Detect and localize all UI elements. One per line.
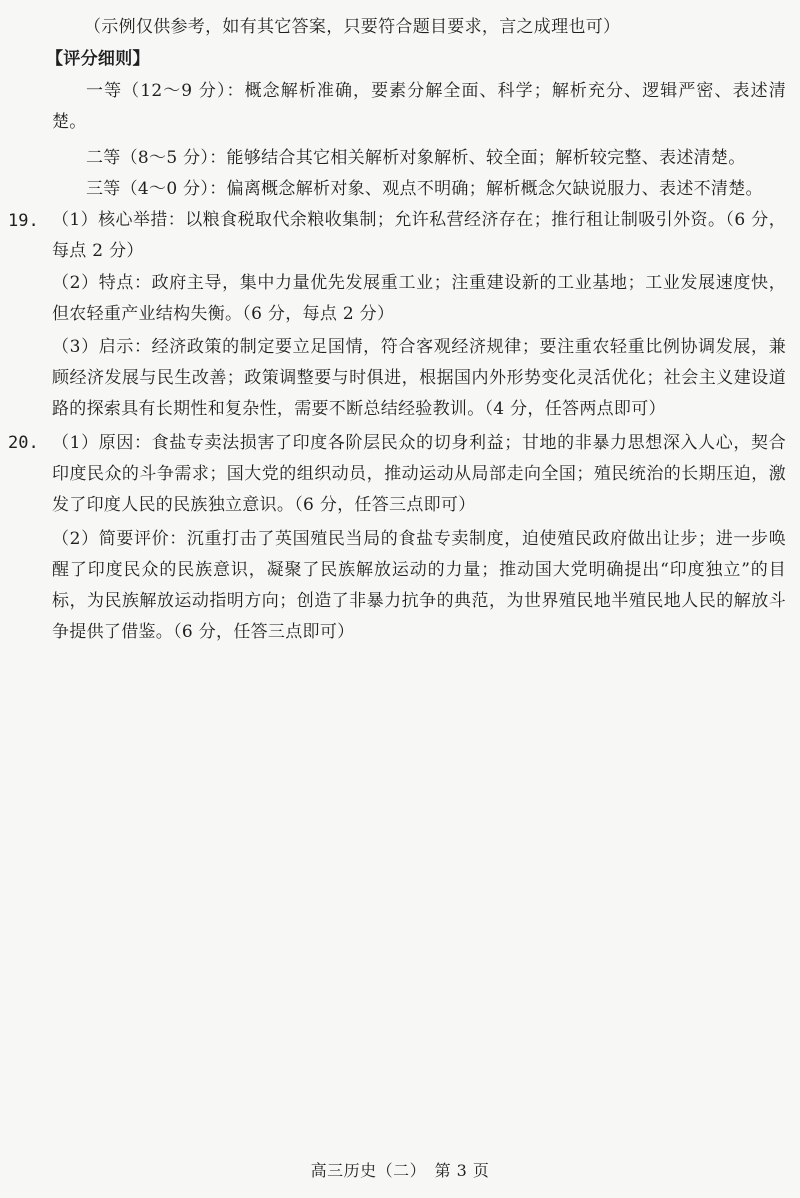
- question-19-part-2: （2）特点：政府主导，集中力量优先发展重工业；注重建设新的工业基地；工业发展速度快，但农轻重产业结构失衡。（6 分，每点 2 分）: [52, 273, 786, 324]
- question-20-part-1: （1）原因：食盐专卖法损害了印度各阶层民众的切身利益；甘地的非暴力思想深入人心，契合印度民众的斗争需求；国大党的组织动员，推动运动从局部走向全国；殖民统治的长期压迫，激发了印度人民的民族独立意识。（6 分，任答三点即可）: [52, 433, 786, 515]
- rubric-tier-1: 一等（12～9 分）：概念解析准确，要素分解全面、科学；解析充分、逻辑严密、表述清楚。: [52, 81, 786, 132]
- question-20-part-2: （2）简要评价：沉重打击了英国殖民当局的食盐专卖制度，迫使殖民政府做出让步；进一步唤醒了印度民众的民族意识，凝聚了民族解放运动的力量；推动国大党明确提出“印度独立”的目标，为民族解放运动指明方向；创造了非暴力抗争的典范，为世界殖民地半殖民地人民的解放斗争提供了借鉴。（6 分，任答三点即可）: [52, 529, 786, 642]
- question-19-number: 19.: [8, 211, 39, 231]
- answer-note: （示例仅供参考，如有其它答案，只要符合题目要求，言之成理也可）: [84, 17, 621, 37]
- question-19-part-1: （1）核心举措：以粮食税取代余粮收集制；允许私营经济存在；推行租让制吸引外资。（6 分，每点 2 分）: [52, 210, 786, 261]
- rubric-heading: 【评分细则】: [46, 49, 150, 69]
- question-20-number: 20.: [8, 433, 39, 453]
- rubric-tier-2: 二等（8～5 分）：能够结合其它相关解析对象解析、较全面；解析较完整、表述清楚。: [86, 148, 746, 168]
- page-footer: 高三历史（二） 第 3 页: [310, 1161, 490, 1180]
- rubric-tier-3: 三等（4～0 分）：偏离概念解析对象、观点不明确；解析概念欠缺说服力、表述不清楚。: [86, 179, 763, 199]
- question-19-part-3: （3）启示：经济政策的制定要立足国情，符合客观经济规律；要注重农轻重比例协调发展，兼顾经济发展与民生改善；政策调整要与时俱进，根据国内外形势变化灵活优化；社会主义建设道路的探索具有长期性和复杂性，需要不断总结经验教训。（4 分，任答两点即可）: [52, 337, 786, 419]
